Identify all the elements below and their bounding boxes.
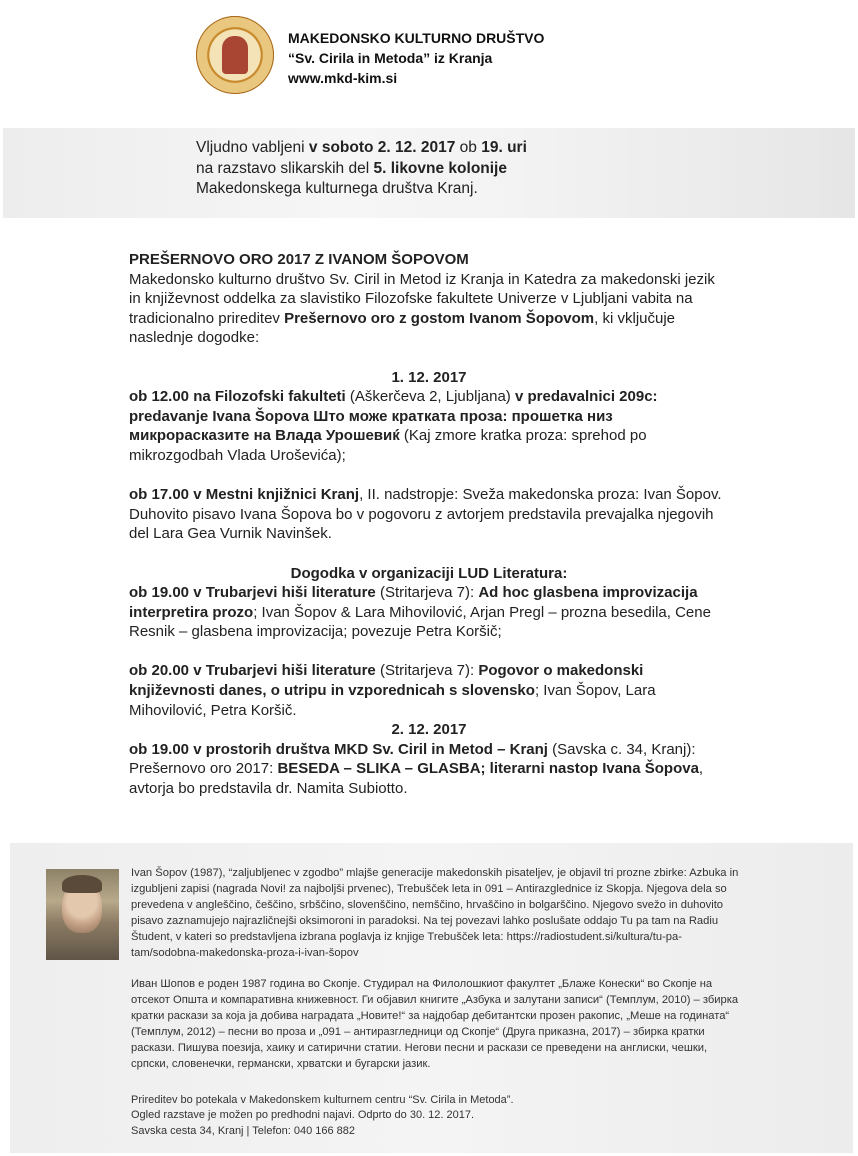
organization-block [288,28,544,88]
event-detail: , II. nadstropje: Sveža makedonska proza: Ivan Šopov. Duhovito pisavo Ivana Šopova bo v pogovoru z avtorjem predstavila prevajalka njegovih del Lara Gea Vurnik Navinšek. [129,486,722,543]
portrait-hair [62,875,102,893]
program-intro [129,270,729,348]
header [196,16,696,100]
invite-colony: 5. likovne kolonije [373,159,507,177]
footer-contact: Savska cesta 34, Kranj | Telefon: 040 166 882 [131,1124,356,1137]
event-4 [129,661,729,720]
date-heading-2: 2. 12. 2017 [391,721,467,739]
event-title: BESEDA – SLIKA – GLASBA; literarni nastop Ivana Šopova [277,760,699,778]
event-title: Pogovor o makedonski književnosti danes, o utripu in vzporednicah s slovensko [129,662,644,700]
invite-time: 19. uri [481,139,527,156]
footer-exhibition: Ogled razstave je možen po predhodni najavi. Odprto do 30. 12. 2017. [131,1109,475,1122]
event-5 [129,740,729,799]
event-address: (Stritarjeva 7): [375,662,479,680]
event-detail: (Savska c. 34, Kranj): Prešernovo oro 2017: [129,740,696,778]
invite-text: ob [455,139,482,156]
event-detail: ; Ivan Šopov & Lara Mihovilović, Arjan Pregl – prozna besedila, Cene Resnik – glasbena improvizacija; povezuje Petra Koršič; [129,603,711,641]
event-address: (Stritarjeva 7): [375,584,479,602]
invitation-text [196,138,527,200]
program-title: PREŠERNOVO ORO 2017 Z IVANOM ŠOPOVOM [129,251,469,268]
society-seal-icon [196,16,274,94]
saints-emblem [222,36,248,74]
event-2 [129,485,729,544]
footer [131,1093,514,1139]
program-section [129,250,729,799]
event-detail: (Kaj zmore kratka proza: sprehod po mikrozgodbah Vlada Uroševića); [129,427,647,464]
author-portrait-photo [46,869,119,960]
event-1 [129,387,729,465]
bio-macedonian: Иван Шопов е роден 1987 година во Скопје. Студирал на Филолошкиот факултет „Блаже Конески“ во Скопје на отсекот Општа и компаративна книжевност. Ги објавил книгите „Азбука и залутани записи“ (Темплум, 2010) – збирка кратки раскази за која ја добива наградата „Новите!“ за најдобар дебитантски прозен ракопис, „Меше на годината“ (Темплум, 2012) – песни во проза и „091 – антиразгледници од Скопје“ (Друга приказна, 2017) – збирка кратки раскази. Пишува поезија, хаику и сатирични статии. Негови песни и раскази се преведени на англиски, чешки, српски, словенечки, германски, хрватски и бугарски јазик. [131,978,739,1070]
invite-date: v soboto 2. 12. 2017 [308,139,456,156]
event-3 [129,583,729,642]
intro-event-name: Prešernovo oro z gostom Ivanom Šopovom [284,309,595,327]
event-time-place: ob 12.00 na Filozofski fakulteti [129,388,346,406]
invite-line-1 [196,138,527,159]
organizer-heading: Dogodka v organizaciji LUD Literatura: [290,564,568,582]
org-subtitle: “Sv. Cirila in Metoda” iz Kranja [288,50,493,66]
invite-text: na razstavo slikarskih del [196,159,374,177]
event-time-place: ob 20.00 v Trubarjevi hiši literature [129,662,376,680]
event-title: v predavalnici 209c: predavanje Ivana Šopova Што може кратката проза: прошетка низ микрорасказите на Влада Урошевиќ [129,388,658,445]
event-time-place: ob 17.00 v Mestni knjižnici Kranj [129,486,360,504]
event-detail: , avtorja bo predstavila dr. Namita Subiotto. [129,760,704,798]
event-detail: ; Ivan Šopov, Lara Mihovilović, Petra Koršič. [129,682,656,719]
org-website[interactable]: www.mkd-kim.si [288,70,398,86]
event-time-place: ob 19.00 v Trubarjevi hiši literature [129,584,376,602]
event-title: Ad hoc glasbena improvizacija interpretira prozo [129,584,698,621]
invite-text: Vljudno vabljeni [196,139,309,156]
intro-text: Makedonsko kulturno društvo Sv. Ciril in Metod iz Kranja in Katedra za makedonski jezik in književnost oddelka za slavistiko Filozofske fakultete Univerze v Ljubljani vabita na tradicionalno prireditev [129,270,715,327]
org-name: MAKEDONSKO KULTURNO DRUŠTVO [288,30,545,46]
footer-venue: Prireditev bo potekala v Makedonskem kulturnem centru “Sv. Cirila in Metoda”. [131,1094,514,1106]
invite-line-2 [196,159,527,180]
intro-text: , ki vključuje naslednje dogodke: [129,309,676,347]
event-time-place: ob 19.00 v prostorih društva MKD Sv. Ciril in Metod – Kranj [129,740,548,758]
event-address: (Aškerčeva 2, Ljubljana) [345,388,515,406]
date-heading-1: 1. 12. 2017 [391,368,467,386]
invite-line-3: Makedonskega kulturnega društva Kranj. [196,180,478,197]
bio-slovenian: Ivan Šopov (1987), “zaljubljenec v zgodbo” mlajše generacije makedonskih pisateljev, je objavil tri prozne zbirke: Azbuka in izgubljeni zapisi (nagrada Novi! za najboljši prvenec), Trebušček leta in 091 – Antirazglednice iz Skopja. Njegova dela so prevedena v angleščino, češčino, srbščino, slovenščino, nemščino, hrvaščino in bolgarščino. Njegovo svežo in duhovito pisavo zaznamujejo najrazličnejši oksimoroni in paradoksi. Na tej povezavi lahko poslušate oddajo Tu pa tam na Radiu Študent, v kateri so predstavljena izbrana poglavja iz knjige Trebušček leta: https://radiostudent.si/kultura/tu-pa-tam/sodobna-makedonska-proza-i-ivan-šopov [131,867,739,959]
